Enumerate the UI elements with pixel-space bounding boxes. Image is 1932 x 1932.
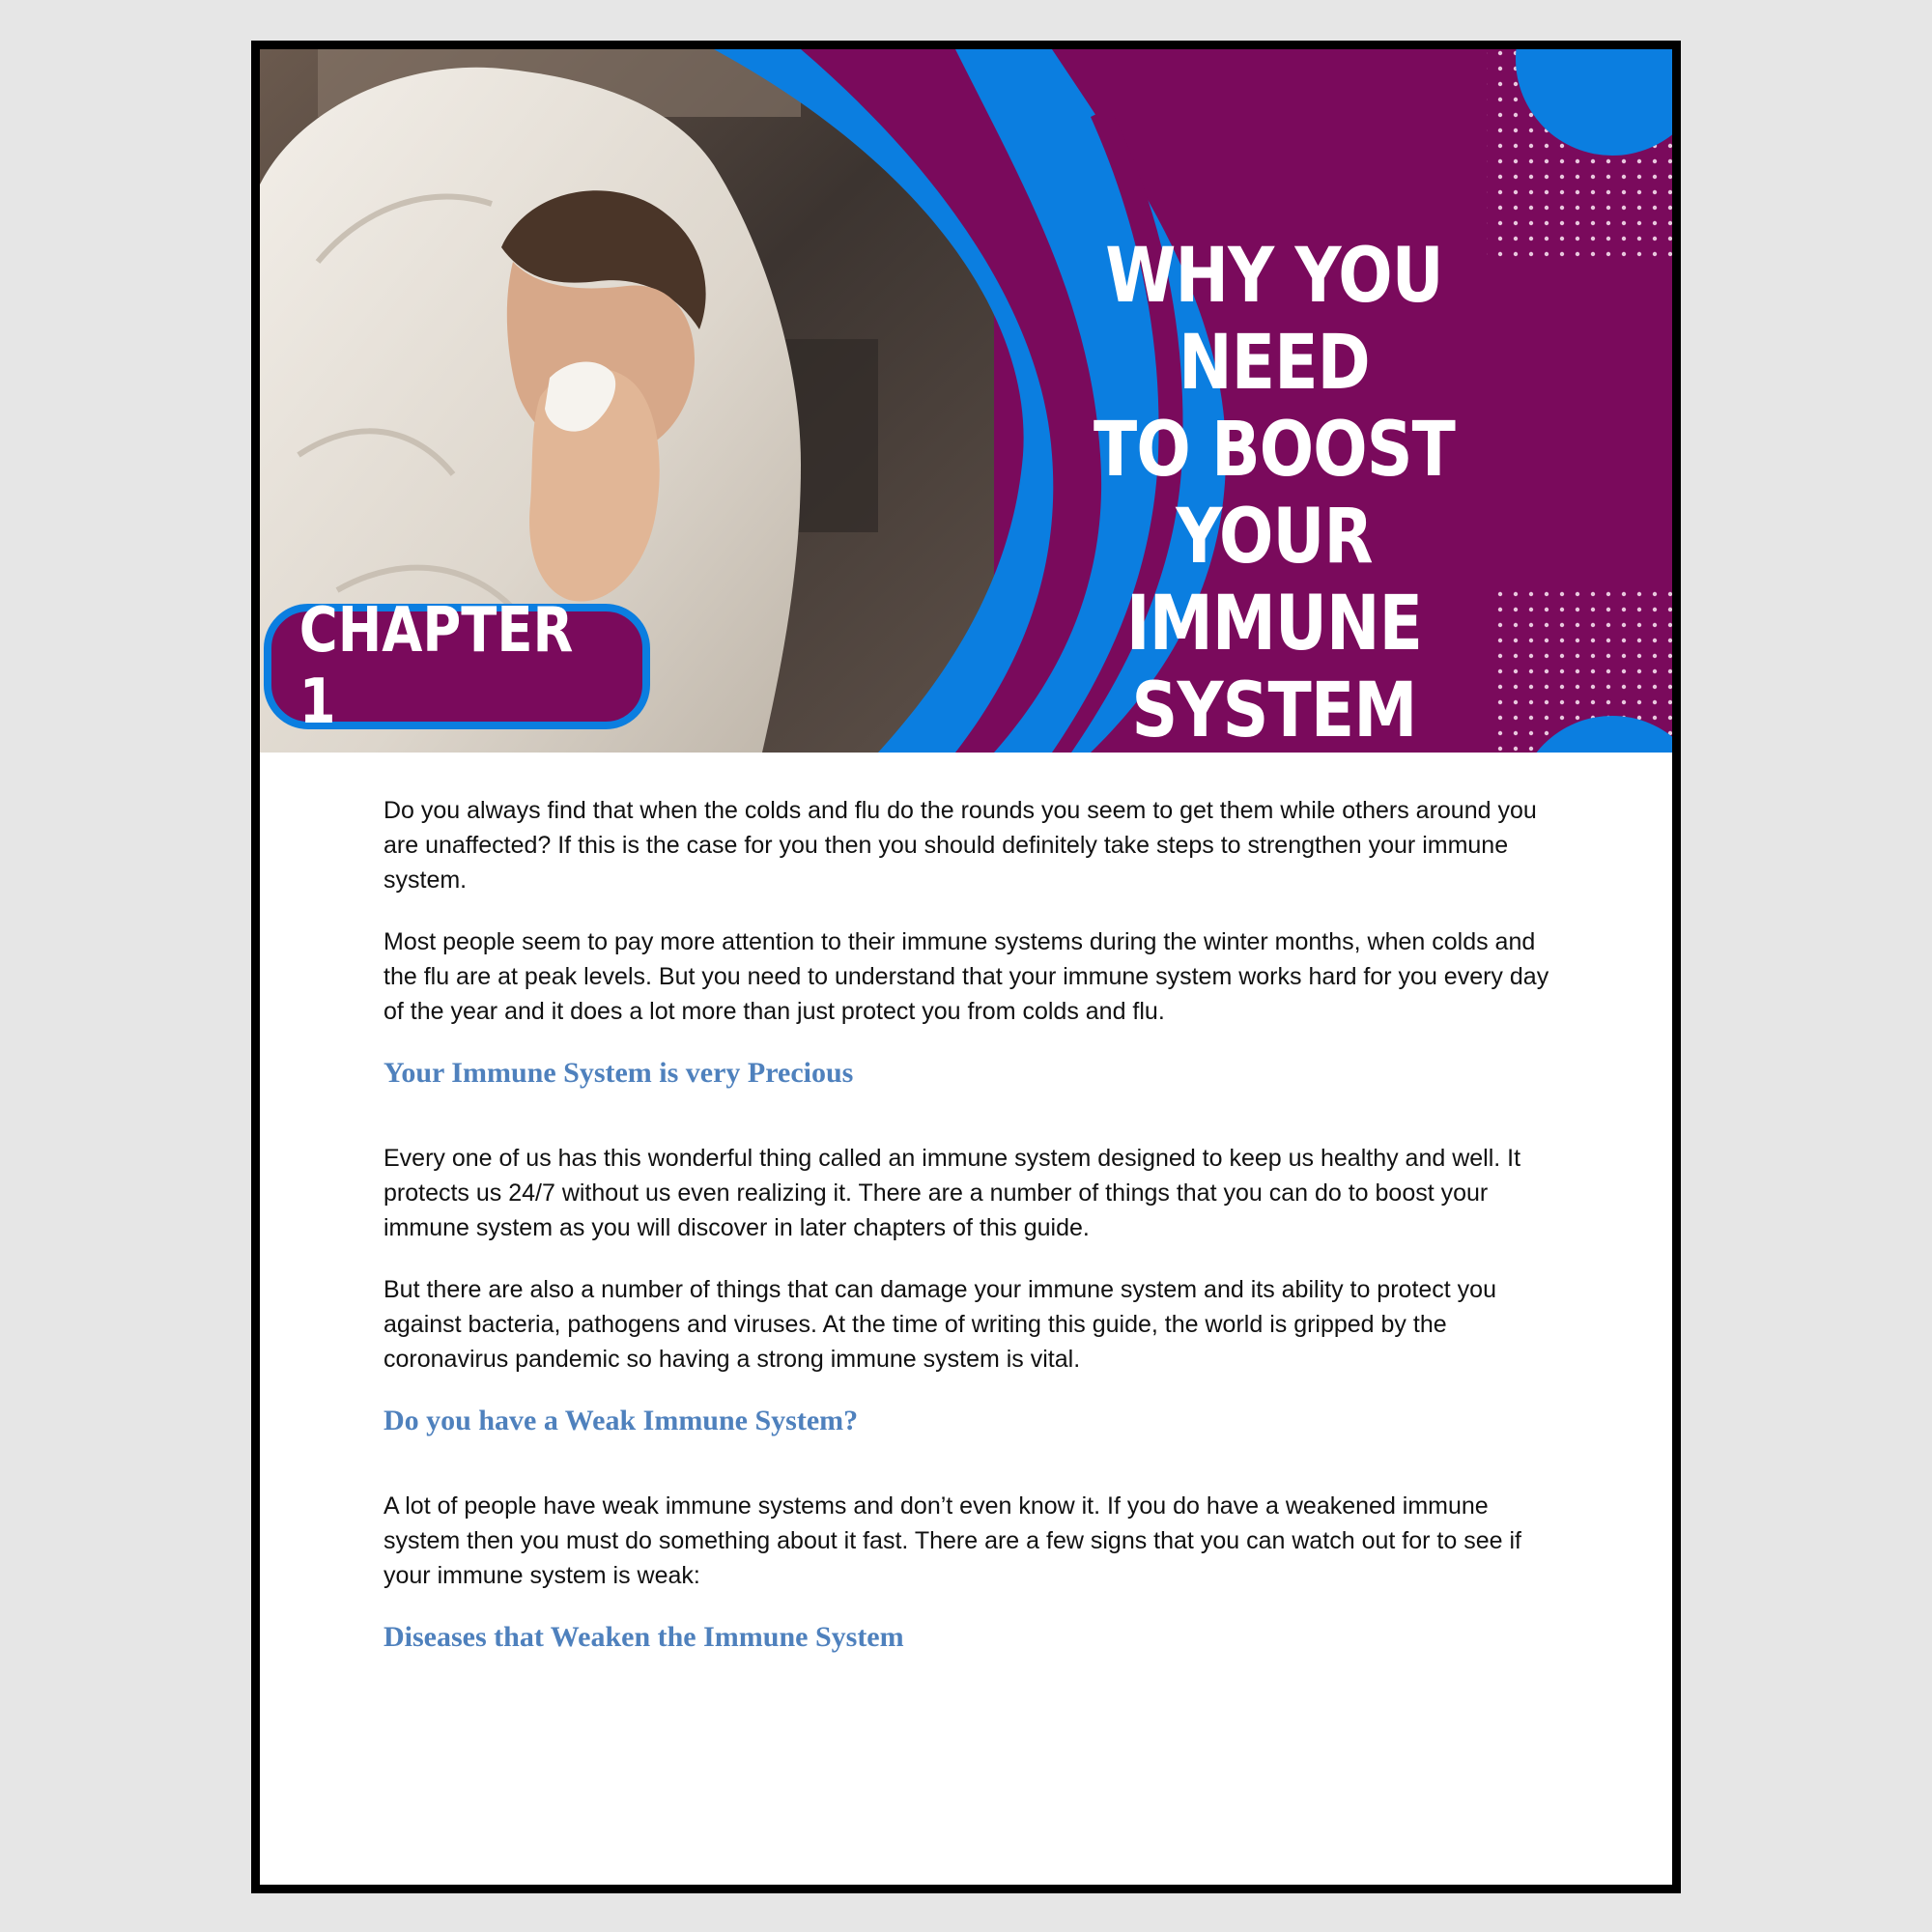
chapter-title-line: WHY YOU NEED (1105, 233, 1443, 407)
chapter-label: CHAPTER 1 (298, 595, 574, 738)
chapter-badge (264, 595, 650, 738)
body-paragraph: Do you always find that when the colds and flu do the rounds you seem to get them while others around you are unaffected? If this is the case for you then you should definitely take steps to strengthen your immune system. (384, 797, 1537, 894)
chapter-title-line: SYSTEM (1131, 668, 1417, 753)
document-page (251, 41, 1681, 1893)
section-heading: Diseases that Weaken the Immune System (384, 1621, 904, 1653)
chapter-title (1028, 233, 1520, 753)
body-paragraph: A lot of people have weak immune systems and don’t even know it. If you do have a weakened immune system then you must do something about it fast. There are a few signs that you can watch out for to see if your immune system is weak: (384, 1492, 1521, 1589)
body-paragraph: Every one of us has this wonderful thing called an immune system designed to keep us healthy and well. It protects us 24/7 without us even realizing it. There are a number of things that you can do to boost your immune system as you will discover in later chapters of this guide. (384, 1145, 1521, 1241)
body-paragraph: But there are also a number of things that can damage your immune system and its ability to protect you against bacteria, pathogens and viruses. At the time of writing this guide, the world is gripped by the coronavirus pandemic so having a strong immune system is vital. (384, 1276, 1496, 1373)
chapter-title-line: YOUR IMMUNE (1125, 494, 1423, 668)
chapter-body (384, 793, 1562, 1705)
section-heading: Do you have a Weak Immune System? (384, 1405, 859, 1436)
chapter-banner (260, 49, 1672, 753)
chapter-title-line: TO BOOST (1093, 407, 1456, 494)
body-paragraph: Most people seem to pay more attention to their immune systems during the winter months, when colds and the flu are at peak levels. But you need to understand that your immune system works hard for you every day of the year and it does a lot more than just protect you from colds and flu. (384, 928, 1549, 1025)
section-heading: Your Immune System is very Precious (384, 1057, 854, 1089)
